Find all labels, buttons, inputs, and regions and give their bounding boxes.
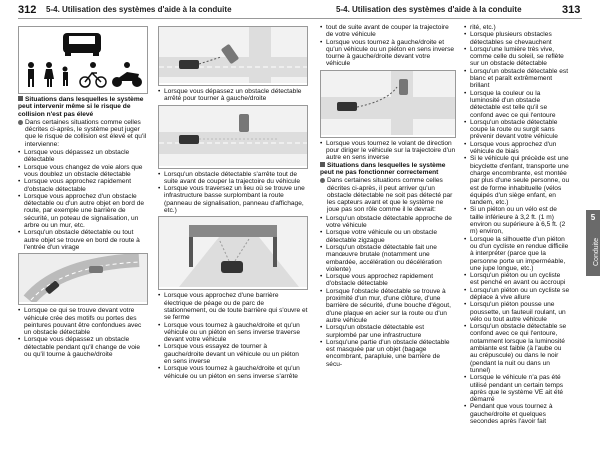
list-item: • Lorsque vous tournez le volant de direction pour diriger le véhicule sur la trajectoire d'un autre en sens inverse xyxy=(320,140,456,162)
list-item: • Lorsque vous approchez d'un obstacle détectable ou d'un autre objet en bord de route, par exemple une barrière de sécurité, un poteau de signalisation, un arbre ou un mur, etc. xyxy=(18,193,148,229)
list-item: • Lorsque vous approchez d'une barrière électrique de péage ou de parc de stationnement, ou de toute barrière qui s'ouvre et se ferme xyxy=(158,292,308,321)
list-item: • Lorsque vous dépassez un obstacle détectable xyxy=(18,149,148,164)
list-item: • rité, etc.) xyxy=(464,24,570,31)
situation-list-2a xyxy=(158,88,308,103)
list-item: • Si le véhicule qui précède est une bicyclette d'enfant, transporte une charge encombrante, est montée par plus d'une seule personne, ou est de forme inhabituelle (vélos équipés d'un siège enfant, en tandem, etc.) xyxy=(464,155,570,206)
chapter-label: Conduite xyxy=(593,237,600,266)
list-item: • Lorsque vous approchez d'un véhicule de biais xyxy=(464,141,570,156)
list-item: • Lorsqu'un obstacle détectable est blanc et paraît extrêmement brillant xyxy=(464,68,570,90)
list-item: • Si un piéton ou un vélo est de taille inférieure à 3,2 ft. (1 m) environ ou supérieure à 6,5 ft. (2 m) environ, xyxy=(464,206,570,235)
right-chapter-title: 5-4. Utilisation des systèmes d'aide à la conduite xyxy=(336,5,522,14)
list-item: • Lorsque vous tournez à gauche/droite et qu'un véhicule ou un piéton en sens inverse traverse devant votre véhicule xyxy=(158,322,308,344)
oncoming-turn-illustration xyxy=(320,70,456,138)
page-header xyxy=(0,0,600,20)
section-heading-2: Situations dans lesquelles le système peut ne pas fonctionner correctement xyxy=(320,161,446,176)
column-4 xyxy=(464,24,570,425)
column-1 xyxy=(18,24,148,358)
situation-list-3b xyxy=(320,140,456,162)
list-item: • Lorsque le véhicule n'a pas été utilisé pendant un certain temps après que le système VE ait été démarré xyxy=(464,374,570,403)
right-page-number: 313 xyxy=(562,4,581,16)
list-item: • Lorsque vous traversez un lieu où se trouve une infrastructure basse surplombant la route (panneau de signalisation, panneau d'affichage, etc.) xyxy=(158,185,308,214)
list-item: • Lorsque vous changez de voie alors que vous doublez un obstacle détectable xyxy=(18,164,148,179)
situation-list-4 xyxy=(464,24,570,425)
column-2 xyxy=(158,24,308,380)
situation-list-3c xyxy=(320,215,456,368)
list-item: • Lorsque la silhouette d'un piéton ou d'un cycliste en rendue difficile à interpréter (parce que la personne porte un imperméable, une jupe longue, etc.) xyxy=(464,236,570,272)
list-item: • Lorsque vous dépassez un obstacle détectable pendant qu'il change de voie ou qu'il tourne à gauche/droite xyxy=(18,336,148,358)
list-item: • Lorsque vous approchez rapidement d'obstacle détectable xyxy=(320,273,456,288)
list-item: • Lorsque plusieurs obstacles détectables se chevauchent xyxy=(464,31,570,46)
situation-list-1 xyxy=(18,149,148,251)
vehicle-pedestrian-icons xyxy=(19,27,147,91)
list-item: • Lorsque vous tournez à gauche/droite et qu'un véhicule ou un piéton en sens inverse tourne à gauche/droite devant votre véhicule xyxy=(320,39,456,68)
chapter-number: 5 xyxy=(590,213,596,222)
section-heading-1: Situations dans lesquelles le système peut intervenir même si le risque de collision n'est pas élevé xyxy=(18,96,144,118)
list-item: • Lorsque vous dépassez un obstacle détectable arrêté pour tourner à gauche/droite xyxy=(158,88,308,103)
detectable-objects-illustration xyxy=(18,26,148,94)
column-3 xyxy=(320,24,456,368)
list-item: • Lorsqu'un obstacle détectable s'arrête tout de suite avant de couper la trajectoire du véhicule xyxy=(158,171,308,186)
list-item: • Lorsque vous tournez à gauche/droite et qu'un véhicule ou un piéton en sens inverse s'arrête xyxy=(158,365,308,380)
list-item: • Lorsqu'un obstacle détectable approche de votre véhicule xyxy=(320,215,456,230)
section-intro-2: Dans certaines situations comme celles décrites ci-après, il peut arriver qu'un obstacle détectable ne soit pas détecté par les capteurs avant et que le système ne joue pas son rôle comme il le devrait: xyxy=(320,177,456,213)
list-item: • Lorsque votre véhicule ou un obstacle détectable zigzague xyxy=(320,229,456,244)
situation-list-1b xyxy=(18,307,148,358)
overtaking-illustration xyxy=(158,26,308,86)
list-item: • Lorsqu'un piéton ou un cycliste est penché en avant ou accroupi xyxy=(464,272,570,287)
list-item: • Lorsqu'une partie d'un obstacle détectable est masquée par un objet (bagage encombrant, parapluie, une barrière de sécu- xyxy=(320,339,456,368)
list-item: • Lorsqu'un obstacle détectable est surplombé par une infrastructure xyxy=(320,324,456,339)
overhead-structure-illustration xyxy=(158,216,308,290)
list-item: • Lorsqu'un obstacle détectable ou tout autre objet se trouve en bord de route à l'entrée d'un virage xyxy=(18,229,148,251)
list-item: • tout de suite avant de couper la trajectoire de votre véhicule xyxy=(320,24,456,39)
list-item: • Lorsque l'obstacle détectable se trouve à proximité d'un mur, d'une clôture, d'une barrière de sécurité, d'une bouche d'égout, d'une plaque en acier sur la route ou d'un autre véhicule xyxy=(320,288,456,324)
list-item: • Lorsque la couleur ou la luminosité d'un obstacle détectable est telle qu'il se confond avec ce qui l'entoure xyxy=(464,90,570,119)
list-item: • Lorsqu'un obstacle détectable coupe la route ou surgit sans prévenir devant votre véhicule xyxy=(464,119,570,141)
situation-list-2c xyxy=(158,292,308,380)
header-rule xyxy=(18,18,582,19)
section-intro-1: Dans certaines situations comme celles décrites ci-après, le système peut juger que le risque de collision est élevé et qu'il intervienne: xyxy=(18,119,148,148)
list-item: • Lorsque vous essayez de tourner à gauche/droite devant un véhicule ou un piéton en sens inverse xyxy=(158,343,308,365)
curve-illustration xyxy=(18,253,148,305)
situation-list-3a xyxy=(320,24,456,68)
left-chapter-title: 5-4. Utilisation des systèmes d'aide à la conduite xyxy=(46,5,232,14)
crossing-illustration xyxy=(158,105,308,169)
list-item: • Lorsqu'un obstacle détectable fait une manœuvre brutale (notamment une embardée, accélération ou décélération violente) xyxy=(320,244,456,273)
list-item: • Lorsqu'un obstacle détectable se confond avec ce qui l'entoure, notamment lorsque la luminosité ambiante est faible (à l'aube ou au crépuscule) ou dans le noir (pendant la nuit ou dans un tunnel) xyxy=(464,323,570,374)
list-item: • Lorsqu'une lumière très vive, comme celle du soleil, se reflète sur un obstacle détectable xyxy=(464,46,570,68)
situation-list-2b xyxy=(158,171,308,215)
left-page-number: 312 xyxy=(18,4,37,16)
list-item: • Lorsqu'un piéton ou un cycliste se déplace à vive allure xyxy=(464,287,570,302)
list-item: • Pendant que vous tournez à gauche/droite et quelques secondes après l'avoir fait xyxy=(464,403,570,425)
list-item: • Lorsque vous approchez rapidement d'obstacle détectable xyxy=(18,178,148,193)
list-item: • Lorsque ce qui se trouve devant votre véhicule crée des motifs ou portes des peintures pouvant être confondues avec un obstacle détectable xyxy=(18,307,148,336)
list-item: • Lorsqu'un piéton pousse une poussette, un fauteuil roulant, un vélo ou tout autre véhicule xyxy=(464,301,570,323)
chapter-side-tab xyxy=(586,210,600,276)
